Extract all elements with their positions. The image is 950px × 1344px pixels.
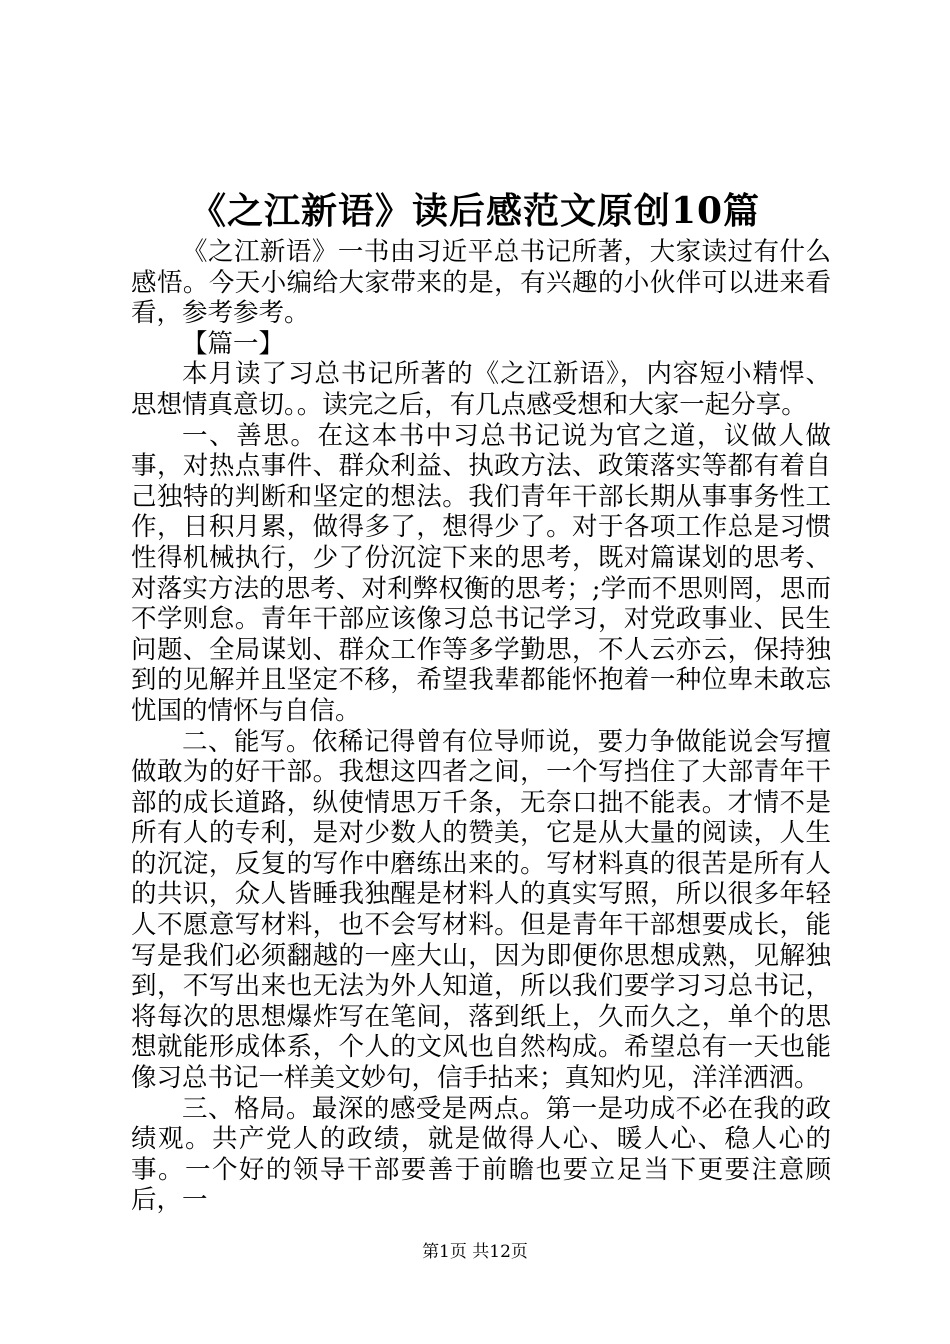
intro-paragraph: 《之江新语》一书由习近平总书记所著，大家读过有什么感悟。今天小编给大家带来的是，有兴趣的小伙伴可以进来看看，参考参考。	[131, 237, 831, 329]
body-paragraph: 本月读了习总书记所著的《之江新语》，内容短小精悍、思想情真意切。。读完之后，有几点感受想和大家一起分享。	[131, 359, 831, 420]
document-title: 《之江新语》读后感范文原创10篇	[189, 190, 761, 232]
page-footer: 第1页 共12页	[422, 1242, 528, 1262]
document-body	[131, 237, 831, 1216]
body-paragraph: 一、善思。在这本书中习总书记说为官之道，议做人做事，对热点事件、群众利益、执政方法、政策落实等都有着自己独特的判断和坚定的想法。我们青年干部长期从事事务性工作，日积月累，做得多了，想得少了。对于各项工作总是习惯性得机械执行，少了份沉淀下来的思考，既对篇谋划的思考、对落实方法的思考、对利弊权衡的思考；;学而不思则罔，思而不学则怠。青年干部应该像习总书记学习，对党政事业、民生问题、全局谋划、群众工作等多学勤思，不人云亦云，保持独到的见解并且坚定不移，希望我辈都能怀抱着一种位卑未敢忘忧国的情怀与自信。	[131, 420, 831, 726]
body-paragraph: 三、格局。最深的感受是两点。第一是功成不必在我的政绩观。共产党人的政绩，就是做得人心、暖人心、稳人心的事。一个好的领导干部要善于前瞻也要立足当下更要注意顾后，一	[131, 1093, 831, 1216]
section-heading: 【篇一】	[182, 328, 285, 359]
body-paragraph: 二、能写。依稀记得曾有位导师说，要力争做能说会写擅做敢为的好干部。我想这四者之间，一个写挡住了大部青年干部的成长道路，纵使情思万千条，无奈口拙不能表。才情不是所有人的专利，是对少数人的赞美，它是从大量的阅读，人生的沉淀，反复的写作中磨练出来的。写材料真的很苦是所有人的共识，众人皆睡我独醒是材料人的真实写照，所以很多年轻人不愿意写材料，也不会写材料。但是青年干部想要成长，能写是我们必须翻越的一座大山，因为即便你思想成熟，见解独到，不写出来也无法为外人知道，所以我们要学习习总书记，将每次的思想爆炸写在笔间，落到纸上，久而久之，单个的思想就能形成体系，个人的文风也自然构成。希望总有一天也能像习总书记一样美文妙句，信手拈来；真知灼见，洋洋洒洒。	[131, 726, 831, 1094]
